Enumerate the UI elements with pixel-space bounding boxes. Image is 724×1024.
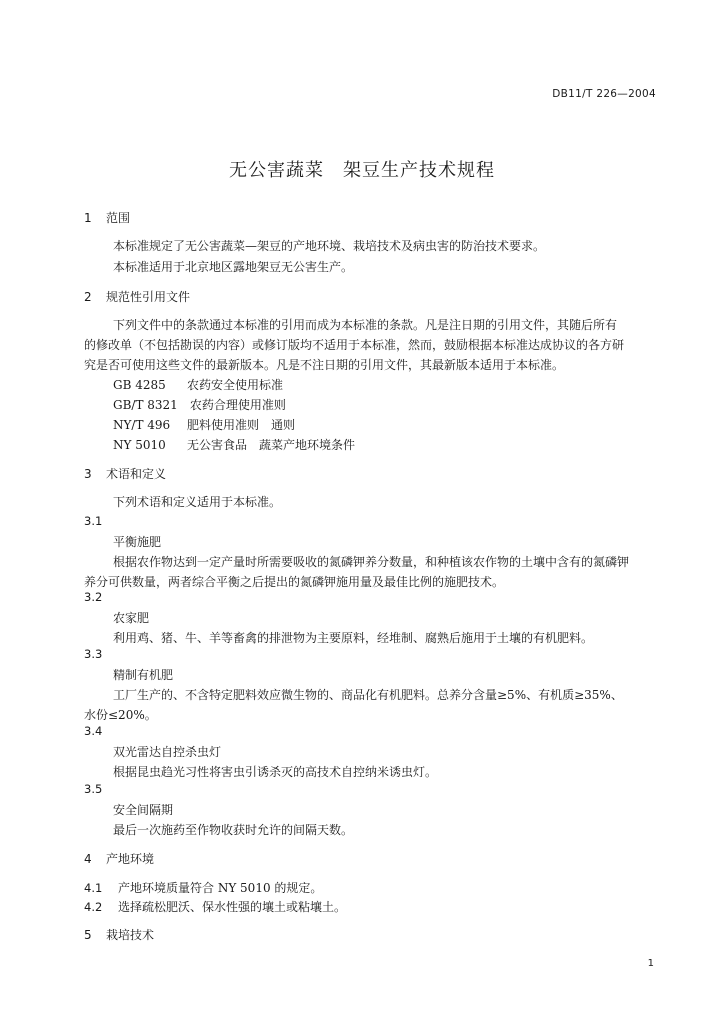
reference-item [113, 436, 355, 453]
section-4-heading [84, 850, 154, 867]
section-title: 规范性引用文件 [106, 290, 191, 304]
clause-number: 3.2 [84, 590, 103, 604]
clause-number: 3.4 [84, 724, 103, 738]
reference-code: GB 4285 [113, 378, 166, 392]
reference-name: 肥料使用准则 通则 [187, 418, 296, 432]
section-title: 范围 [106, 211, 131, 225]
reference-code: NY/T 496 [113, 418, 171, 432]
definition-line: 根据农作物达到一定产量时所需要吸收的氮磷钾养分数量，和种植该农作物的土壤中含有的氮磷钾 [113, 555, 630, 569]
paragraph-line: 的修改单（不包括勘误的内容）或修订版均不适用于本标准，然而，鼓励根据本标准达成协议的各方研 [84, 338, 625, 352]
section-number: 5 [84, 928, 92, 942]
clause-number: 3.3 [84, 647, 103, 661]
term-title: 精制有机肥 [113, 668, 174, 682]
section-5-heading [84, 926, 154, 943]
section-title: 栽培技术 [106, 928, 155, 942]
reference-code: NY 5010 [113, 438, 166, 452]
term-title: 农家肥 [113, 611, 150, 625]
definition-line: 工厂生产的、不含特定肥料效应微生物的、商品化有机肥料。总养分含量≥5%、有机质≥35%、 [113, 688, 623, 702]
reference-name: 农药安全使用标准 [187, 378, 284, 392]
definition-line: 最后一次施药至作物收获时允许的间隔天数。 [113, 823, 354, 837]
reference-code: GB/T 8321 [113, 398, 178, 412]
standard-code: DB11/T 226—2004 [552, 88, 656, 100]
definition-line: 养分可供数量，两者综合平衡之后提出的氮磷钾施用量及最佳比例的施肥技术。 [84, 575, 505, 589]
section-2-heading [84, 288, 190, 305]
clause-item [84, 879, 322, 896]
clause-number: 3.1 [84, 514, 103, 528]
section-title: 产地环境 [106, 852, 155, 866]
clause-number: 4.2 [84, 900, 103, 914]
reference-name: 无公害食品 蔬菜产地环境条件 [187, 438, 356, 452]
definition-line: 利用鸡、猪、牛、羊等畜禽的排泄物为主要原料，经堆制、腐熟后施用于土壤的有机肥料。 [113, 631, 594, 645]
section-3-heading [84, 465, 166, 482]
clause-text: 产地环境质量符合 NY 5010 的规定。 [118, 881, 323, 895]
term-title: 平衡施肥 [113, 535, 162, 549]
reference-item [113, 416, 295, 433]
section-number: 2 [84, 290, 92, 304]
reference-name: 农药合理使用准则 [189, 398, 286, 412]
page-number: 1 [647, 958, 654, 969]
paragraph-line: 下列文件中的条款通过本标准的引用而成为本标准的条款。凡是注日期的引用文件，其随后所有 [113, 318, 618, 332]
clause-text: 选择疏松肥沃、保水性强的壤土或粘壤土。 [118, 900, 347, 914]
section-number: 3 [84, 467, 92, 481]
term-title: 双光雷达自控杀虫灯 [113, 745, 222, 759]
section-number: 1 [84, 211, 92, 225]
section-1-heading [84, 209, 130, 226]
clause-item [84, 898, 346, 915]
section-number: 4 [84, 852, 92, 866]
reference-item [113, 376, 283, 393]
paragraph: 本标准规定了无公害蔬菜—架豆的产地环境、栽培技术及病虫害的防治技术要求。 [113, 239, 546, 253]
definition-line: 水份≤20%。 [84, 708, 157, 722]
paragraph-line: 究是否可使用这些文件的最新版本。凡是不注日期的引用文件，其最新版本适用于本标准。 [84, 358, 565, 372]
paragraph: 下列术语和定义适用于本标准。 [113, 495, 282, 509]
clause-number: 3.5 [84, 782, 103, 796]
paragraph: 本标准适用于北京地区露地架豆无公害生产。 [113, 260, 354, 274]
reference-item [113, 396, 286, 413]
term-title: 安全间隔期 [113, 803, 174, 817]
clause-number: 4.1 [84, 881, 103, 895]
page-title: 无公害蔬菜 架豆生产技术规程 [229, 160, 495, 181]
definition-line: 根据昆虫趋光习性将害虫引诱杀灭的高技术自控纳米诱虫灯。 [113, 765, 438, 779]
section-title: 术语和定义 [106, 467, 167, 481]
